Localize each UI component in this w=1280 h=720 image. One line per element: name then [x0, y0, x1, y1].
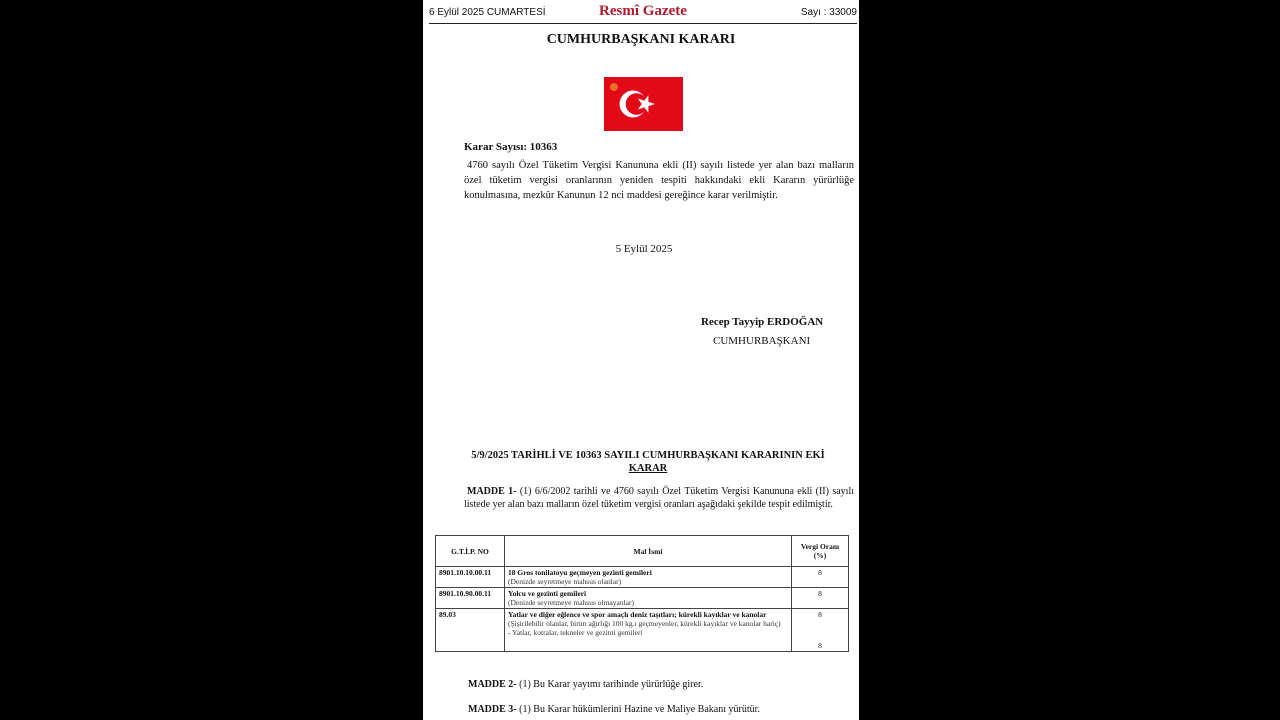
tax-rate-table	[435, 535, 849, 652]
header-issue-number: Sayı : 33009	[800, 7, 857, 18]
annex-title-line1: 5/9/2025 TARİHLİ VE 10363 SAYILI CUMHURBAŞKANI KARARININ EKİ	[471, 450, 825, 461]
header-date: 6 Eylül 2025 CUMARTESİ	[429, 7, 546, 18]
row-product-note: (Denizde seyretmeye mahsus olmayanlar)	[508, 598, 634, 607]
article-1-label: MADDE 1-	[467, 486, 517, 497]
decision-number: Karar Sayısı: 10363	[464, 141, 558, 153]
annex-title-line2: KARAR	[628, 463, 668, 474]
table-row	[436, 609, 849, 652]
row-product-name: 18 Gros tonilatoyu geçmeyen gezinti gemileri	[508, 568, 652, 577]
row-product-name: Yolcu ve gezinti gemileri	[508, 589, 587, 598]
row-product-note: (Şişirilebilir olanlar, birim ağırlığı 100 kg.ı geçmeyenler, kürekli kayıklar ve kanolar hariç)	[508, 619, 781, 628]
row-product-note: (Denizde seyretmeye mahsus olanlar)	[508, 577, 622, 586]
header-product-name: Mal İsmi	[505, 536, 792, 567]
decision-title: CUMHURBAŞKANI KARARI	[546, 32, 736, 47]
decision-body: 4760 sayılı Özel Tüketim Vergisi Kanununa ekli (II) sayılı listede yer alan bazı malların özel tüketim vergisi oranlarının yeniden tespiti hakkındaki ekli Kararın yürürlüğe konulmasına, mezkûr Kanunun 12 nci maddesi gereğince karar verilmiştir.	[464, 160, 854, 201]
header-gtip: G.T.İ.P. NO	[436, 536, 505, 567]
turkish-flag-icon	[604, 77, 683, 131]
article-3-label: MADDE 3-	[468, 704, 517, 715]
row-product-name: Yatlar ve diğer eğlence ve spor amaçlı deniz taşıtları; kürekli kayıklar ve kanolar	[508, 610, 767, 619]
article-2-label: MADDE 2-	[468, 679, 517, 690]
row-code: 8901.10.90.00.11	[436, 588, 505, 609]
row-product	[505, 609, 792, 652]
article-3-text: (1) Bu Karar hükümlerini Hazine ve Maliye Bakanı yürütür.	[516, 704, 760, 715]
header-tax-rate: Vergi Oranı (%)	[792, 536, 849, 567]
gazette-masthead: Resmî Gazete	[599, 3, 687, 19]
signer-name: Recep Tayyip ERDOĞAN	[701, 316, 824, 328]
row-product	[505, 588, 792, 609]
article-1	[464, 485, 854, 511]
table-header-row	[436, 536, 849, 567]
article-3	[468, 704, 760, 715]
row-code: 8901.10.10.00.11	[436, 567, 505, 588]
annex-title	[465, 449, 831, 475]
row-product-sub: - Yatlar, kotralar, tekneler ve gezinti gemileri	[508, 628, 643, 637]
article-2-text: (1) Bu Karar yayımı tarihinde yürürlüğe girer.	[516, 679, 704, 690]
row-rate: 8	[792, 567, 849, 588]
row-product	[505, 567, 792, 588]
row-rate-main: 8	[818, 610, 822, 619]
row-code: 89.03	[436, 609, 505, 652]
row-rate	[792, 609, 849, 652]
article-2	[468, 679, 703, 690]
decision-date: 5 Eylül 2025	[615, 243, 673, 255]
gazette-page	[423, 0, 859, 720]
row-rate-sub: 8	[818, 641, 822, 650]
row-rate: 8	[792, 588, 849, 609]
table-row	[436, 588, 849, 609]
gazette-header	[429, 3, 857, 24]
signer-title: CUMHURBAŞKANI	[713, 335, 811, 347]
article-1-text: (1) 6/6/2002 tarihli ve 4760 sayılı Özel Tüketim Vergisi Kanununa ekli (II) sayılı listede yer alan bazı malların özel tüketim vergisi oranları aşağıdaki şekilde tespit edilmiştir.	[464, 486, 854, 510]
table-row	[436, 567, 849, 588]
